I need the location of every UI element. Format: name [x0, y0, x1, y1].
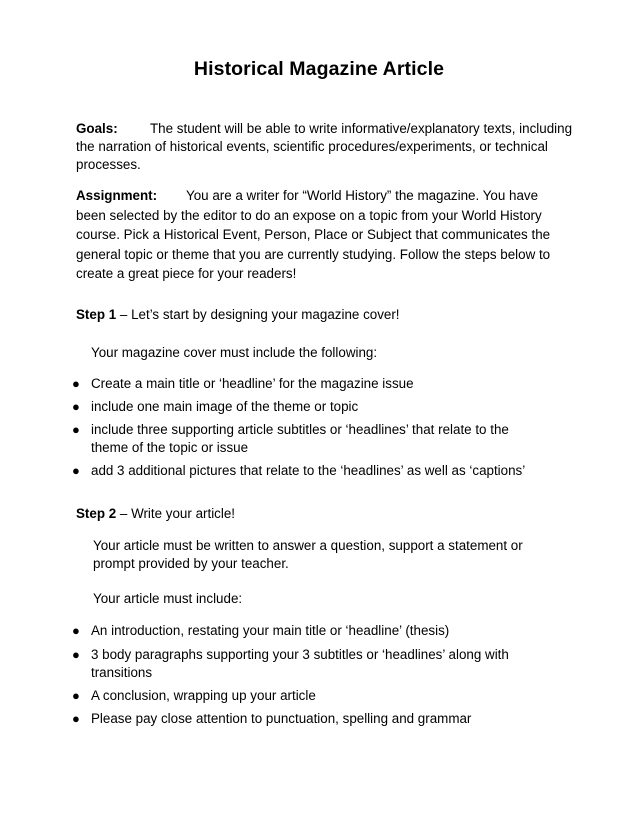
- bullet-icon: ●: [72, 463, 80, 478]
- assignment-paragraph: [76, 186, 566, 284]
- bullet-icon: ●: [72, 376, 80, 391]
- list-item: ● include three supporting article subtitles or ‘headlines’ that relate to the theme of the topic or issue: [72, 422, 509, 455]
- step2-intro-include: Your article must include:: [93, 591, 243, 606]
- page-title: Historical Magazine Article: [193, 58, 445, 80]
- assignment-label: Assignment:: [76, 188, 158, 203]
- step1-label: Step 1: [76, 307, 117, 322]
- step2-bullet-list: [0, 622, 600, 728]
- assignment-text: You are a writer for “World History” the magazine. You have been selected by the editor to do an expose on a topic from your World History course. Pick a Historical Event, Person, Place or Subject that communicates the general topic or theme that you are currently studying. Follow the steps below to create a great piece for your readers!: [76, 188, 551, 281]
- list-item: ● add 3 additional pictures that relate to the ‘headlines’ as well as ‘captions’: [72, 463, 526, 478]
- step1-heading: [76, 306, 576, 324]
- goals-paragraph: [76, 120, 576, 174]
- step1-intro: Your magazine cover must include the following:: [91, 345, 378, 360]
- goals-label: Goals:: [76, 121, 118, 136]
- list-item: ● include one main image of the theme or topic: [72, 399, 359, 414]
- list-item: ● Please pay close attention to punctuation, spelling and grammar: [72, 711, 472, 726]
- bullet-icon: ●: [72, 623, 80, 638]
- list-item: ● Create a main title or ‘headline’ for the magazine issue: [72, 376, 414, 391]
- step2-text: – Write your article!: [116, 506, 236, 521]
- step1-bullet-list: [0, 375, 600, 480]
- step1-text: – Let’s start by designing your magazine cover!: [116, 307, 400, 322]
- bullet-icon: ●: [72, 711, 80, 726]
- bullet-icon: ●: [72, 647, 80, 662]
- list-item: ● An introduction, restating your main title or ‘headline’ (thesis): [72, 623, 450, 638]
- step2-intro: Your article must be written to answer a question, support a statement or prompt provided by your teacher.: [93, 538, 523, 571]
- bullet-icon: ●: [72, 688, 80, 703]
- step2-heading: [76, 505, 576, 523]
- goals-text: The student will be able to write informative/explanatory texts, including the narration of historical events, scientific procedures/experiments, or technical processes.: [76, 121, 573, 172]
- list-item: ● A conclusion, wrapping up your article: [72, 688, 316, 703]
- bullet-icon: ●: [72, 422, 80, 437]
- list-item: ● 3 body paragraphs supporting your 3 subtitles or ‘headlines’ along with transitions: [72, 647, 509, 680]
- bullet-icon: ●: [72, 399, 80, 414]
- step2-label: Step 2: [76, 506, 117, 521]
